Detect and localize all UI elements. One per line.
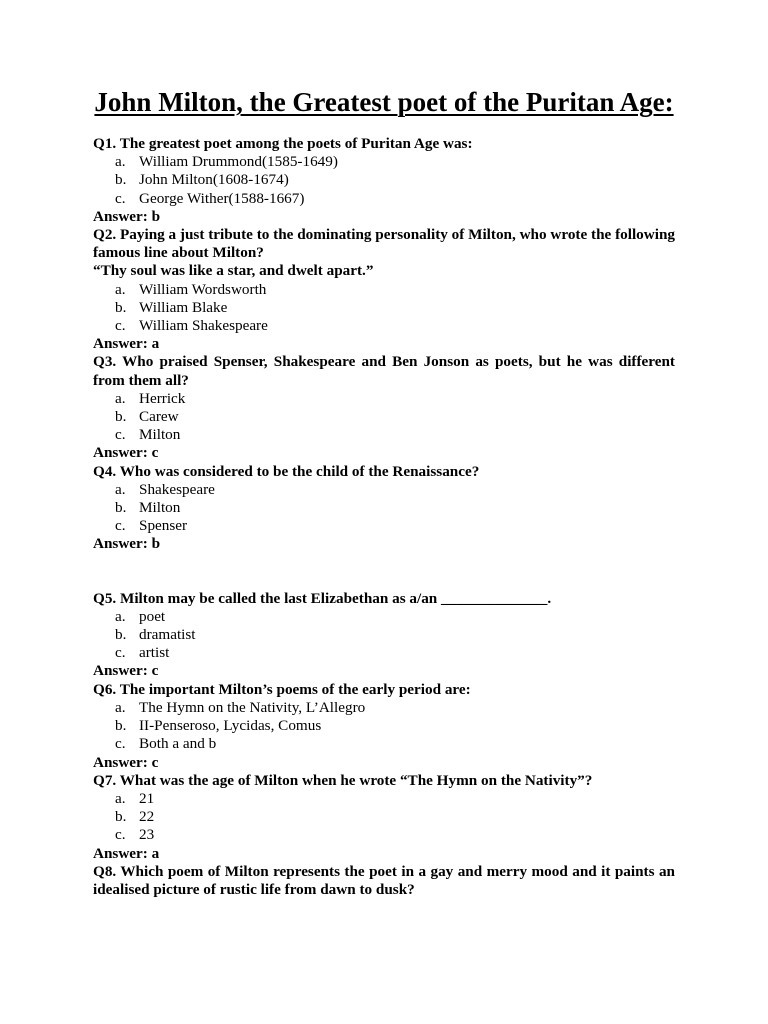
option-item xyxy=(93,426,675,444)
option-item xyxy=(93,808,675,826)
option-letter: b. xyxy=(115,408,127,426)
option-text: The Hymn on the Nativity, L’Allegro xyxy=(139,698,366,716)
option-list xyxy=(93,699,675,754)
option-letter: b. xyxy=(115,717,127,735)
question-text: Q2. Paying a just tribute to the dominating personality of Milton, who wrote the following famous line about Milton? xyxy=(93,226,675,262)
answer-text: Answer: c xyxy=(93,753,159,771)
option-list xyxy=(93,153,675,208)
option-text: Spenser xyxy=(139,517,188,535)
option-text: George Wither(1588-1667) xyxy=(139,189,305,207)
option-text: dramatist xyxy=(139,626,196,644)
question-text: Q3. Who praised Spenser, Shakespeare and Ben Jonson as poets, but he was different from them all? xyxy=(93,353,675,389)
question-text: Q5. Milton may be called the last Elizabethan as a/an ______________. xyxy=(93,589,552,607)
question-block-3 xyxy=(93,353,675,462)
question-text: Q4. Who was considered to be the child of the Renaissance? xyxy=(93,462,480,480)
option-list xyxy=(93,608,675,663)
option-text: 22 xyxy=(139,808,155,826)
option-letter: a. xyxy=(115,480,126,498)
option-item xyxy=(93,626,675,644)
option-text: William Wordsworth xyxy=(139,280,267,298)
answer-text: Answer: b xyxy=(93,535,161,553)
section-spacer xyxy=(93,554,675,590)
option-letter: a. xyxy=(115,280,126,298)
option-item xyxy=(93,608,675,626)
page-title: John Milton, the Greatest poet of the Puritan Age: xyxy=(94,87,674,117)
option-text: William Drummond(1585-1649) xyxy=(139,153,338,171)
question-text: Q8. Which poem of Milton represents the poet in a gay and merry mood and it paints an idealised picture of rustic life from dawn to dusk? xyxy=(93,862,675,898)
option-text: William Blake xyxy=(139,298,228,316)
option-item xyxy=(93,281,675,299)
option-item xyxy=(93,190,675,208)
question-block-1 xyxy=(93,135,675,226)
option-letter: c. xyxy=(115,189,126,207)
option-letter: c. xyxy=(115,426,126,444)
option-list xyxy=(93,281,675,336)
option-letter: b. xyxy=(115,626,127,644)
answer-text: Answer: a xyxy=(93,335,160,353)
option-list xyxy=(93,790,675,845)
option-text: Milton xyxy=(139,499,181,517)
option-text: Shakespeare xyxy=(139,480,215,498)
option-letter: c. xyxy=(115,735,126,753)
question-quote: “Thy soul was like a star, and dwelt apart.” xyxy=(93,262,374,280)
option-item xyxy=(93,390,675,408)
option-text: William Shakespeare xyxy=(139,317,268,335)
option-item xyxy=(93,790,675,808)
option-item xyxy=(93,826,675,844)
option-letter: a. xyxy=(115,789,126,807)
option-letter: c. xyxy=(115,644,126,662)
option-letter: c. xyxy=(115,317,126,335)
question-block-2 xyxy=(93,226,675,353)
option-letter: a. xyxy=(115,698,126,716)
option-letter: a. xyxy=(115,389,126,407)
option-item xyxy=(93,644,675,662)
option-text: 21 xyxy=(139,789,155,807)
option-item xyxy=(93,481,675,499)
option-text: John Milton(1608-1674) xyxy=(139,171,289,189)
option-item xyxy=(93,171,675,189)
option-item xyxy=(93,408,675,426)
option-text: Carew xyxy=(139,408,179,426)
option-list xyxy=(93,481,675,536)
option-letter: b. xyxy=(115,171,127,189)
question-text: Q7. What was the age of Milton when he wrote “The Hymn on the Nativity”? xyxy=(93,771,593,789)
option-item xyxy=(93,499,675,517)
option-letter: c. xyxy=(115,826,126,844)
question-text: Q1. The greatest poet among the poets of Puritan Age was: xyxy=(93,135,473,152)
answer-text: Answer: a xyxy=(93,844,160,862)
answer-text: Answer: c xyxy=(93,662,159,680)
option-letter: b. xyxy=(115,808,127,826)
answer-text: Answer: b xyxy=(93,207,161,225)
answer-text: Answer: c xyxy=(93,444,159,462)
question-block-6 xyxy=(93,681,675,772)
option-item xyxy=(93,699,675,717)
option-item xyxy=(93,299,675,317)
option-letter: a. xyxy=(115,607,126,625)
question-block-7 xyxy=(93,772,675,863)
option-text: 23 xyxy=(139,826,155,844)
option-item xyxy=(93,517,675,535)
option-letter: b. xyxy=(115,298,127,316)
option-text: Both a and b xyxy=(139,735,217,753)
option-letter: c. xyxy=(115,517,126,535)
option-text: artist xyxy=(139,644,170,662)
option-text: Milton xyxy=(139,426,181,444)
question-block-5 xyxy=(93,590,675,681)
option-letter: a. xyxy=(115,153,126,171)
option-text: Herrick xyxy=(139,389,186,407)
question-block-4 xyxy=(93,463,675,554)
option-item xyxy=(93,153,675,171)
option-item xyxy=(93,717,675,735)
option-text: II-Penseroso, Lycidas, Comus xyxy=(139,717,322,735)
option-item xyxy=(93,735,675,753)
option-list xyxy=(93,390,675,445)
option-text: poet xyxy=(139,607,166,625)
option-item xyxy=(93,317,675,335)
question-text: Q6. The important Milton’s poems of the early period are: xyxy=(93,680,471,698)
question-block-8 xyxy=(93,863,675,899)
option-letter: b. xyxy=(115,499,127,517)
